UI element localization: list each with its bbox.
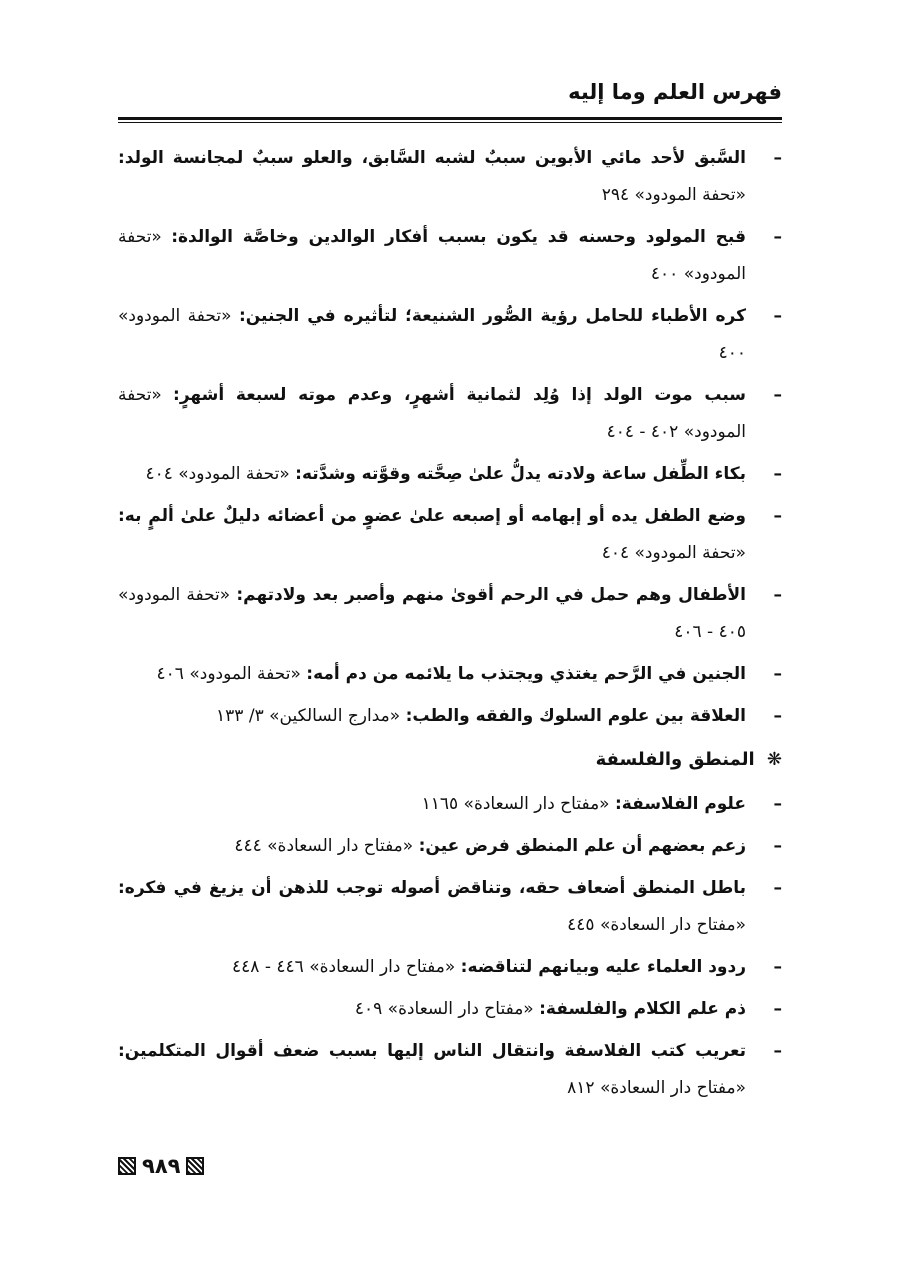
index-entry bbox=[118, 140, 782, 214]
entry-source: «مفتاح دار السعادة» bbox=[599, 915, 746, 935]
index-entry bbox=[118, 991, 782, 1028]
entry-pages: ٤٠٥ - ٤٠٦ bbox=[674, 622, 746, 642]
entry-dash: – bbox=[773, 506, 782, 526]
index-entry bbox=[118, 377, 782, 451]
entry-source: «مدارج السالكين» bbox=[269, 706, 401, 726]
entry-dash: – bbox=[773, 836, 782, 856]
entry-source: «مفتاح دار السعادة» bbox=[309, 957, 456, 977]
page-header-title: فهرس العلم وما إليه bbox=[568, 80, 782, 104]
entry-pages: ٤٠٦ bbox=[156, 664, 184, 684]
entry-source: «تحفة المودود» bbox=[118, 385, 746, 442]
entry-dash: – bbox=[773, 706, 782, 726]
entry-dash: – bbox=[773, 999, 782, 1019]
entry-dash: – bbox=[773, 794, 782, 814]
entry-dash: – bbox=[773, 585, 782, 605]
entry-dash: – bbox=[773, 878, 782, 898]
ornament-icon bbox=[118, 1157, 136, 1175]
page-footer bbox=[118, 1154, 204, 1178]
section-star-icon: ❋ bbox=[766, 749, 782, 770]
index-entry bbox=[118, 298, 782, 372]
section-title: المنطق والفلسفة bbox=[595, 749, 755, 770]
entry-text: ردود العلماء عليه وبيانهم لتناقضه: bbox=[460, 957, 746, 977]
entry-text: ذم علم الكلام والفلسفة: bbox=[539, 999, 746, 1019]
entry-text: قبح المولود وحسنه قد يكون بسبب أفكار الوالدين وخاصَّة الوالدة: bbox=[171, 227, 746, 247]
index-entry bbox=[118, 456, 782, 493]
entry-source: «تحفة المودود» bbox=[118, 227, 746, 284]
entry-pages: ٤٠٠ bbox=[718, 343, 746, 363]
ornament-icon bbox=[186, 1157, 204, 1175]
entry-pages: ٤٠٤ bbox=[601, 543, 630, 563]
page-number: ٩٨٩ bbox=[142, 1154, 181, 1178]
entry-text: العلاقة بين علوم السلوك والفقه والطب: bbox=[405, 706, 746, 726]
entry-text: علوم الفلاسفة: bbox=[614, 794, 746, 814]
entry-pages: ٤٤٦ - ٤٤٨ bbox=[232, 957, 304, 977]
entry-dash: – bbox=[773, 464, 782, 484]
entry-source: «مفتاح دار السعادة» bbox=[387, 999, 534, 1019]
header-rule-thick bbox=[118, 117, 782, 120]
entry-text: السَّبق لأحد مائي الأبوين سببٌ لشبه السَّابق، والعلو سببٌ لمجانسة الولد: bbox=[118, 148, 746, 168]
entry-text: بكاء الطِّفل ساعة ولادته يدلُّ علىٰ صِحَّته وقوَّته وشدَّته: bbox=[295, 464, 746, 484]
entry-pages: ١١٦٥ bbox=[421, 794, 459, 814]
entry-pages: ٤٠٢ - ٤٠٤ bbox=[606, 422, 679, 442]
entry-source: «تحفة المودود» bbox=[189, 664, 301, 684]
section-heading bbox=[118, 740, 782, 780]
entry-pages: ٨١٢ bbox=[567, 1078, 595, 1098]
index-entry bbox=[118, 1033, 782, 1107]
entry-pages: ٤٠٤ bbox=[145, 464, 173, 484]
entry-source: «تحفة المودود» bbox=[634, 543, 746, 563]
header-rule-thin bbox=[118, 122, 782, 123]
entry-dash: – bbox=[773, 664, 782, 684]
index-entry bbox=[118, 577, 782, 651]
entry-pages: ٤٤٥ bbox=[567, 915, 595, 935]
entry-dash: – bbox=[773, 957, 782, 977]
index-entry bbox=[118, 949, 782, 986]
entry-text: باطل المنطق أضعاف حقه، وتناقض أصوله توجب للذهن أن يزيغ في فكره: bbox=[118, 878, 746, 898]
entry-source: «مفتاح دار السعادة» bbox=[267, 836, 414, 856]
index-entry bbox=[118, 498, 782, 572]
entry-pages: ٤٠٠ bbox=[650, 264, 679, 284]
entry-text: الأطفال وهم حمل في الرحم أقوىٰ منهم وأصبر بعد ولادتهم: bbox=[236, 585, 746, 605]
entry-dash: – bbox=[773, 148, 782, 168]
index-entry bbox=[118, 656, 782, 693]
entry-dash: – bbox=[773, 1041, 782, 1061]
entry-source: «مفتاح دار السعادة» bbox=[599, 1078, 746, 1098]
entry-source: «مفتاح دار السعادة» bbox=[463, 794, 610, 814]
entry-text: زعم بعضهم أن علم المنطق فرض عين: bbox=[418, 836, 746, 856]
entry-source: «تحفة المودود» bbox=[118, 306, 232, 326]
index-entry bbox=[118, 786, 782, 823]
entry-text: وضع الطفل يده أو إبهامه أو إصبعه علىٰ عضوٍ من أعضائه دليلٌ علىٰ ألمٍ به: bbox=[118, 506, 746, 526]
index-entry bbox=[118, 828, 782, 865]
entry-pages: ٤٠٩ bbox=[354, 999, 383, 1019]
index-entry bbox=[118, 219, 782, 293]
entry-text: تعريب كتب الفلاسفة وانتقال الناس إليها بسبب ضعف أقوال المتكلمين: bbox=[118, 1041, 746, 1061]
entry-text: كره الأطباء للحامل رؤية الصُّور الشنيعة؛ لتأثيره في الجنين: bbox=[238, 306, 747, 326]
entry-pages: ٢٩٤ bbox=[601, 185, 630, 205]
entry-dash: – bbox=[773, 385, 782, 405]
index-entry bbox=[118, 870, 782, 944]
index-entry bbox=[118, 698, 782, 735]
entry-source: «تحفة المودود» bbox=[178, 464, 290, 484]
entry-source: «تحفة المودود» bbox=[118, 585, 231, 605]
entry-dash: – bbox=[773, 306, 782, 326]
entry-pages: ٣/ ١٣٣ bbox=[216, 706, 264, 726]
entry-text: سبب موت الولد إذا وُلِد لثمانية أشهرٍ، وعدم موته لسبعة أشهرٍ: bbox=[173, 385, 746, 405]
index-entries bbox=[118, 140, 782, 1112]
entry-source: «تحفة المودود» bbox=[634, 185, 746, 205]
entry-dash: – bbox=[773, 227, 782, 247]
entry-pages: ٤٤٤ bbox=[234, 836, 262, 856]
entry-text: الجنين في الرَّحم يغتذي ويجتذب ما يلائمه من دم أمه: bbox=[306, 664, 746, 684]
